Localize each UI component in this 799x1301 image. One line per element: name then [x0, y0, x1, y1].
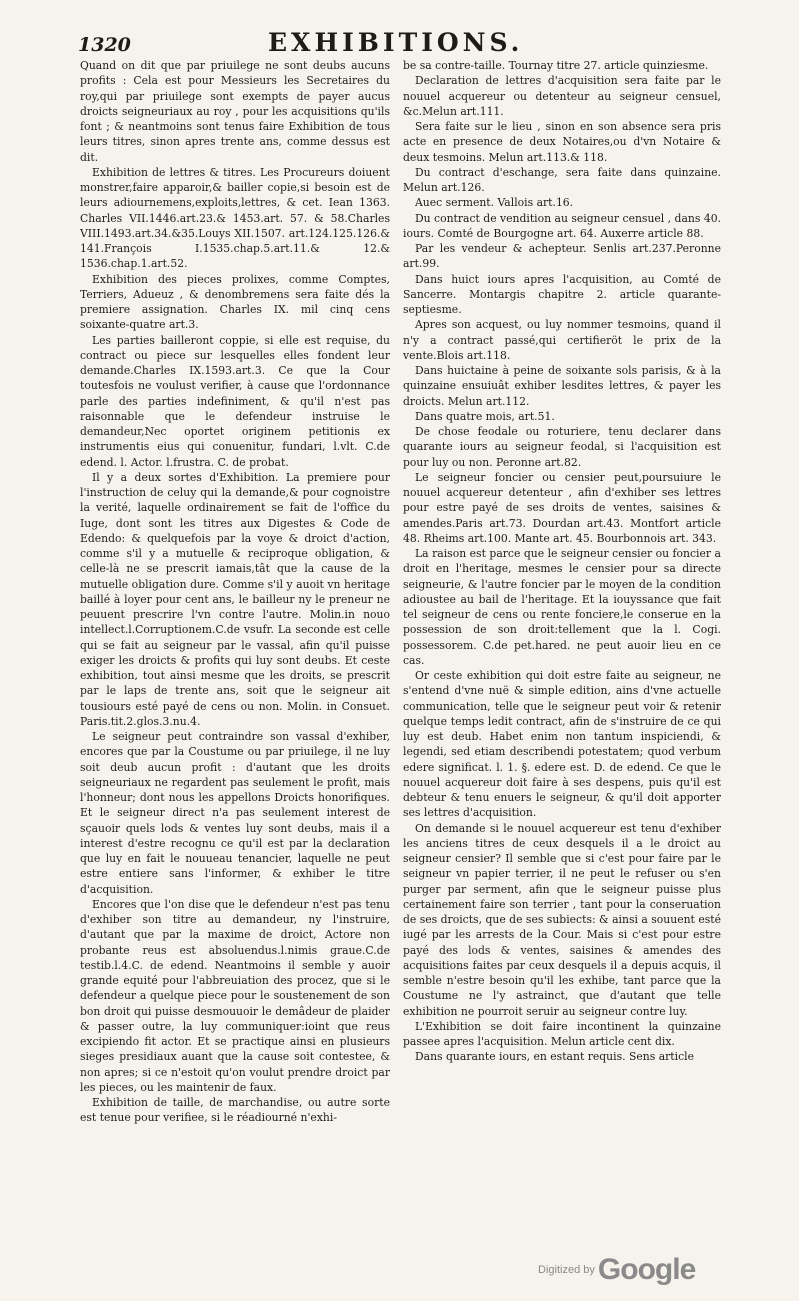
page-header — [78, 28, 718, 62]
paragraph: L'Exhibition se doit faire incontinent la quinzaine passee apres l'acquisition. Melun article cent dix. — [403, 1019, 721, 1048]
paragraph: Le seigneur foncier ou censier peut,poursuiure le nouuel acquereur detenteur , afin d'exhiber ses lettres pour estre payé de ses droits de ventes, saisines & amendes.Paris art.73. Dourdan art.43. Montfort article 48. Rheims art.100. Mante art. 45. Bourbonnois art. 343. — [403, 470, 721, 545]
paragraph: Sera faite sur le lieu , sinon en son absence sera pris acte en presence de deux Notaires,ou d'vn Notaire & deux tesmoins. Melun art.113.& 118. — [403, 120, 721, 164]
paragraph: Exhibition de taille, de marchandise, ou autre sorte est tenue pour verifiee, si le réadiourné n'exhi- — [80, 1096, 390, 1125]
paragraph: Exhibition des pieces prolixes, comme Comptes, Terriers, Adueuz , & denombremens sera faite dés la premiere assignation. Charles IX. mil cinq cens soixante-quatre art.3. — [80, 272, 390, 332]
paragraph: Apres son acquest, ou luy nommer tesmoins, quand il n'y a contract passé,qui certifieröt le prix de la vente.Blois art.118. — [403, 318, 721, 362]
paragraph: Le seigneur peut contraindre son vassal d'exhiber, encores que par la Coustume ou par priuilege, il ne luy soit deub aucun profit : d'autant que les droits seigneuriaux ne regardent pas seulement le profit, mais l'honneur; dont nous les appellons Droicts honorifiques. Et le seigneur direct n'a pas seulement interest de sçauoir quels lods & ventes luy sont deubs, mais il a interest d'estre recognu ce qu'il est par la declaration que luy en fait le nouueau tenancier, laquelle ne peut estre entiere sans l'informer, & exhiber le titre d'acquisition. — [80, 730, 390, 896]
paragraph: Dans quatre mois, art.51. — [415, 409, 555, 423]
paragraph: Les parties bailleront coppie, si elle est requise, du contract ou piece sur lesquelles elles fondent leur demande.Charles IX.1593.art.3. Ce que la Cour toutesfois ne voulust verifier, à cause que l'ordonnance parle des parties indefiniment, & qu'il n'est pas raisonnable que le defendeur instruise le demandeur,Nec oportet originem petitionis ex instrumentis eius qui conuenitur, fundari, l.vlt. C.de edend. l. Actor. l.frustra. C. de probat. — [80, 333, 390, 469]
paragraph: Quand on dit que par priuilege ne sont deubs aucuns profits : Cela est pour Messieurs les Secretaires du roy,qui par priuilege sont exempts de payer aucus droicts seigneuriaux au roy , pour les acquisitions qu'ils font ; & neantmoins sont tenus faire Exhibition de tous leurs titres, sinon apres trente ans, comme dessus est dit. — [80, 59, 390, 164]
paragraph: Auec serment. Vallois art.16. — [415, 196, 574, 210]
right-column — [403, 58, 721, 1173]
digitized-by-label: Digitized by — [538, 1264, 595, 1276]
paragraph: Encores que l'on dise que le defendeur n'est pas tenu d'exhiber son titre au demandeur, ny l'instruire, d'autant que par la maxime de droict, Actore non probante reus est absoluendus.l.nimis graue.C.de testib.l.4.C. de edend. Neantmoins il semble y auoir grande equité pour l'abbreuiation des procez, que si le defendeur a quelque piece pour le soustenement de son bon droit qui puisse desmouuoir le demâdeur de plaider & passer outre, la luy communiquer:ioint que reus excipiendo fit actor. Et se practique ainsi en plusieurs sieges presidiaux auant que la cause soit contestee, & non apres; si ce n'estoit qu'on voulut prendre droict par les pieces, ou les maintenir de faux. — [80, 897, 390, 1094]
paragraph: Declaration de lettres d'acquisition sera faite par le nouuel acquereur ou detenteur au seigneur censuel, &c.Melun art.111. — [403, 74, 721, 118]
paragraph: Or ceste exhibition qui doit estre faite au seigneur, ne s'entend d'vne nuë & simple edition, ains d'vne actuelle communication, telle que le seigneur peut voir & retenir quelque temps ledit contract, afin de s'instruire de ce qui luy est deub. Habet enim non tantum inspiciendi, & legendi, sed etiam describendi potestatem; quod verbum edere significat. l. 1. §. edere est. D. de edend. Ce que le nouuel acquereur doit faire à ses despens, puis qu'il est debteur & tenu enuers le seigneur, & qu'il doit apporter ses lettres d'acquisition. — [403, 669, 721, 820]
paragraph: Du contract d'eschange, sera faite dans quinzaine. Melun art.126. — [403, 165, 721, 194]
paragraph: be sa contre-taille. Tournay titre 27. article quinziesme. — [403, 59, 709, 72]
paragraph: Dans huictaine à peine de soixante sols parisis, & à la quinzaine ensuiuât exhiber lesdites lettres, & payer les droicts. Melun art.112. — [403, 364, 721, 408]
paragraph: Du contract de vendition au seigneur censuel , dans 40. iours. Comté de Bourgogne art. 64. Auxerre article 88. — [403, 211, 721, 240]
page-number: 1320 — [78, 34, 131, 56]
paragraph: On demande si le nouuel acquereur est tenu d'exhiber les anciens titres de ceux desquels il a le droict au seigneur censier? Il semble que si c'est pour faire par le seigneur vn papier terrier, il ne peut le refuser ou s'en purger par serment, afin que le seigneur puisse plus certainement faire son terrier , tant pour la conseruation de ses droicts, que de ses subiects: & ainsi a souuent esté iugé par les arrests de la Cour. Mais si c'est pour estre payé des lods & ventes, saisines & amendes des acquisitions faites par ceux desquels il a depuis acquis, il semble n'estre besoin qu'il les exhibe, tant parce que la Coustume ne l'y astrainct, que d'autant que telle exhibition ne pourroit seruir au seigneur contre luy. — [403, 821, 721, 1018]
paragraph: Exhibition de lettres & titres. Les Procureurs doiuent monstrer,faire apparoir,& bailler copie,si besoin est de leurs adiournemens,exploits,lettres, & cet. Iean 1363. Charles VII.1446.art.23.& 1453.art. 57. & 58.Charles VIII.1493.art.34.&35.Louys XII.1507. art.124.125.126.& 141.François I.1535.chap.5.art.11.& 12.& 1536.chap.1.art.52. — [80, 165, 390, 271]
left-column — [80, 58, 390, 1173]
paragraph: La raison est parce que le seigneur censier ou foncier a droit en l'heritage, mesmes le censier pour sa directe seigneurie, & l'autre foncier par le moyen de la condition adioustee au bail de l'heritage. Et la iouyssance que fait tel seigneur de cens ou rente fonciere,le conserue en la possession de son droit:tellement que la l. Cogi. possessorem. C.de pet.hared. ne peut auoir lieu en ce cas. — [403, 547, 721, 667]
paragraph: De chose feodale ou roturiere, tenu declarer dans quarante iours au seigneur feodal, si l'acquisition est pour luy ou non. Peronne art.82. — [403, 425, 721, 469]
running-title: EXHIBITIONS. — [268, 28, 524, 57]
google-logo: Google — [597, 1253, 696, 1286]
digitization-watermark — [538, 1253, 695, 1287]
paragraph: Dans huict iours apres l'acquisition, au Comté de Sancerre. Montargis chapitre 2. article quarante-septiesme. — [403, 272, 721, 316]
paragraph: Dans quarante iours, en estant requis. Sens article — [415, 1050, 694, 1064]
paragraph: Il y a deux sortes d'Exhibition. La premiere pour l'instruction de celuy qui la demande,& pour cognoistre la verité, laquelle ordinairement se fait de l'office du Iuge, dont sont les titres aux Digestes & Code de Edendo: & quelquefois par la voye & droict d'action, comme s'il y a mutuelle & reciproque obligation, & celle-là ne se prescrit iamais,tât que la cause de la mutuelle obligation dure. Comme s'il y auoit vn heritage baillé à loyer pour cent ans, le bailleur ny le preneur ne peuuent prescrire l'vn contre l'autre. Molin.in nouo intellect.l.Corruptionem.C.de vsufr. La seconde est celle qui se fait au seigneur par le vassal, afin qu'il puisse exiger les droicts & profits qui luy sont deubs. Et ceste exhibition, tout ainsi mesme que les droits, se prescrit par le laps de trente ans, soit que le seigneur ait tousiours esté payé de cens ou non. Molin. in Consuet. Paris.tit.2.glos.3.nu.4. — [80, 470, 390, 728]
paragraph: Par les vendeur & achepteur. Senlis art.237.Peronne art.99. — [403, 242, 721, 271]
